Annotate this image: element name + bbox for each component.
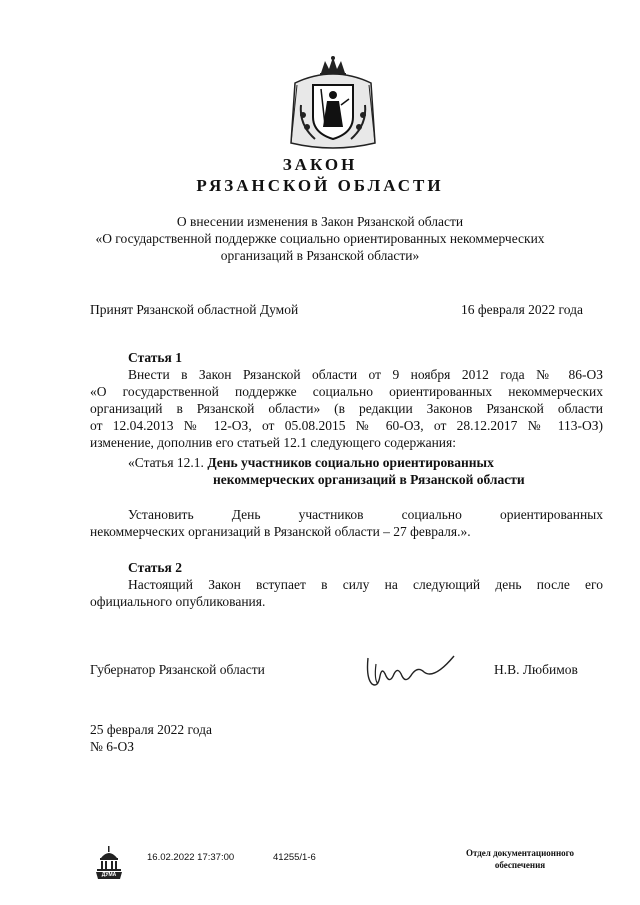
- article1-line: «О государственной поддержке социально ориентированных некоммерческих: [90, 384, 603, 399]
- quoted-article-title: [128, 454, 494, 471]
- adoption-date: 16 февраля 2022 года: [461, 302, 583, 317]
- footer-reg-number: 41255/1-6: [273, 852, 316, 863]
- article1-line: изменение, дополнив его статьей 12.1 следующего содержания:: [90, 435, 456, 450]
- subtitle-line: «О государственной поддержке социально ориентированных некоммерческих: [95, 231, 545, 246]
- governor-position: Губернатор Рязанской области: [90, 662, 265, 677]
- subtitle-line: О внесении изменения в Закон Рязанской области: [176, 214, 464, 229]
- article1-line: от 12.04.2013 № 12-ОЗ, от 05.08.2015 № 60-ОЗ, от 28.12.2017 № 113-ОЗ): [90, 418, 603, 433]
- department-line: Отдел документационного: [465, 848, 575, 858]
- article2-heading: Статья 2: [128, 560, 182, 575]
- law-title: ЗАКОН: [282, 155, 358, 174]
- signature-icon: [362, 650, 462, 690]
- department-line: обеспечения: [494, 860, 546, 870]
- region-title: РЯЗАНСКОЙ ОБЛАСТИ: [196, 176, 444, 195]
- quoted-article-name: День участников социально ориентированных: [207, 455, 494, 470]
- quoted-article-body: Установить День участников социально ориентированных: [128, 507, 603, 522]
- coat-of-arms-icon: [285, 55, 381, 153]
- department-stamp: [440, 847, 600, 871]
- article1-heading: Статья 1: [128, 350, 182, 365]
- quoted-article-body: некоммерческих организаций в Рязанской области – 27 февраля.».: [90, 524, 471, 539]
- law-number: № 6-ОЗ: [90, 739, 135, 754]
- article1-line: организаций в Рязанской области» (в редакции Законов Рязанской области: [90, 401, 603, 416]
- logo-text: ДУМА: [101, 872, 117, 878]
- law-subtitle: [70, 213, 570, 264]
- quoted-article-name: некоммерческих организаций в Рязанской области: [213, 472, 525, 487]
- article2-line: Настоящий Закон вступает в силу на следующий день после его: [128, 577, 603, 592]
- adopted-by: Принят Рязанской областной Думой: [90, 302, 299, 317]
- article2-line: официального опубликования.: [90, 594, 266, 609]
- subtitle-line: организаций в Рязанской области»: [220, 248, 420, 263]
- footer-timestamp: 16.02.2022 17:37:00: [147, 852, 235, 863]
- governor-name: Н.В. Любимов: [494, 662, 578, 677]
- duma-building-logo-icon: [94, 846, 124, 880]
- article1-line: Внести в Закон Рязанской области от 9 ноября 2012 года № 86-ОЗ: [128, 367, 603, 382]
- quoted-article-number: «Статья 12.1.: [128, 455, 204, 470]
- issue-date: 25 февраля 2022 года: [90, 722, 212, 737]
